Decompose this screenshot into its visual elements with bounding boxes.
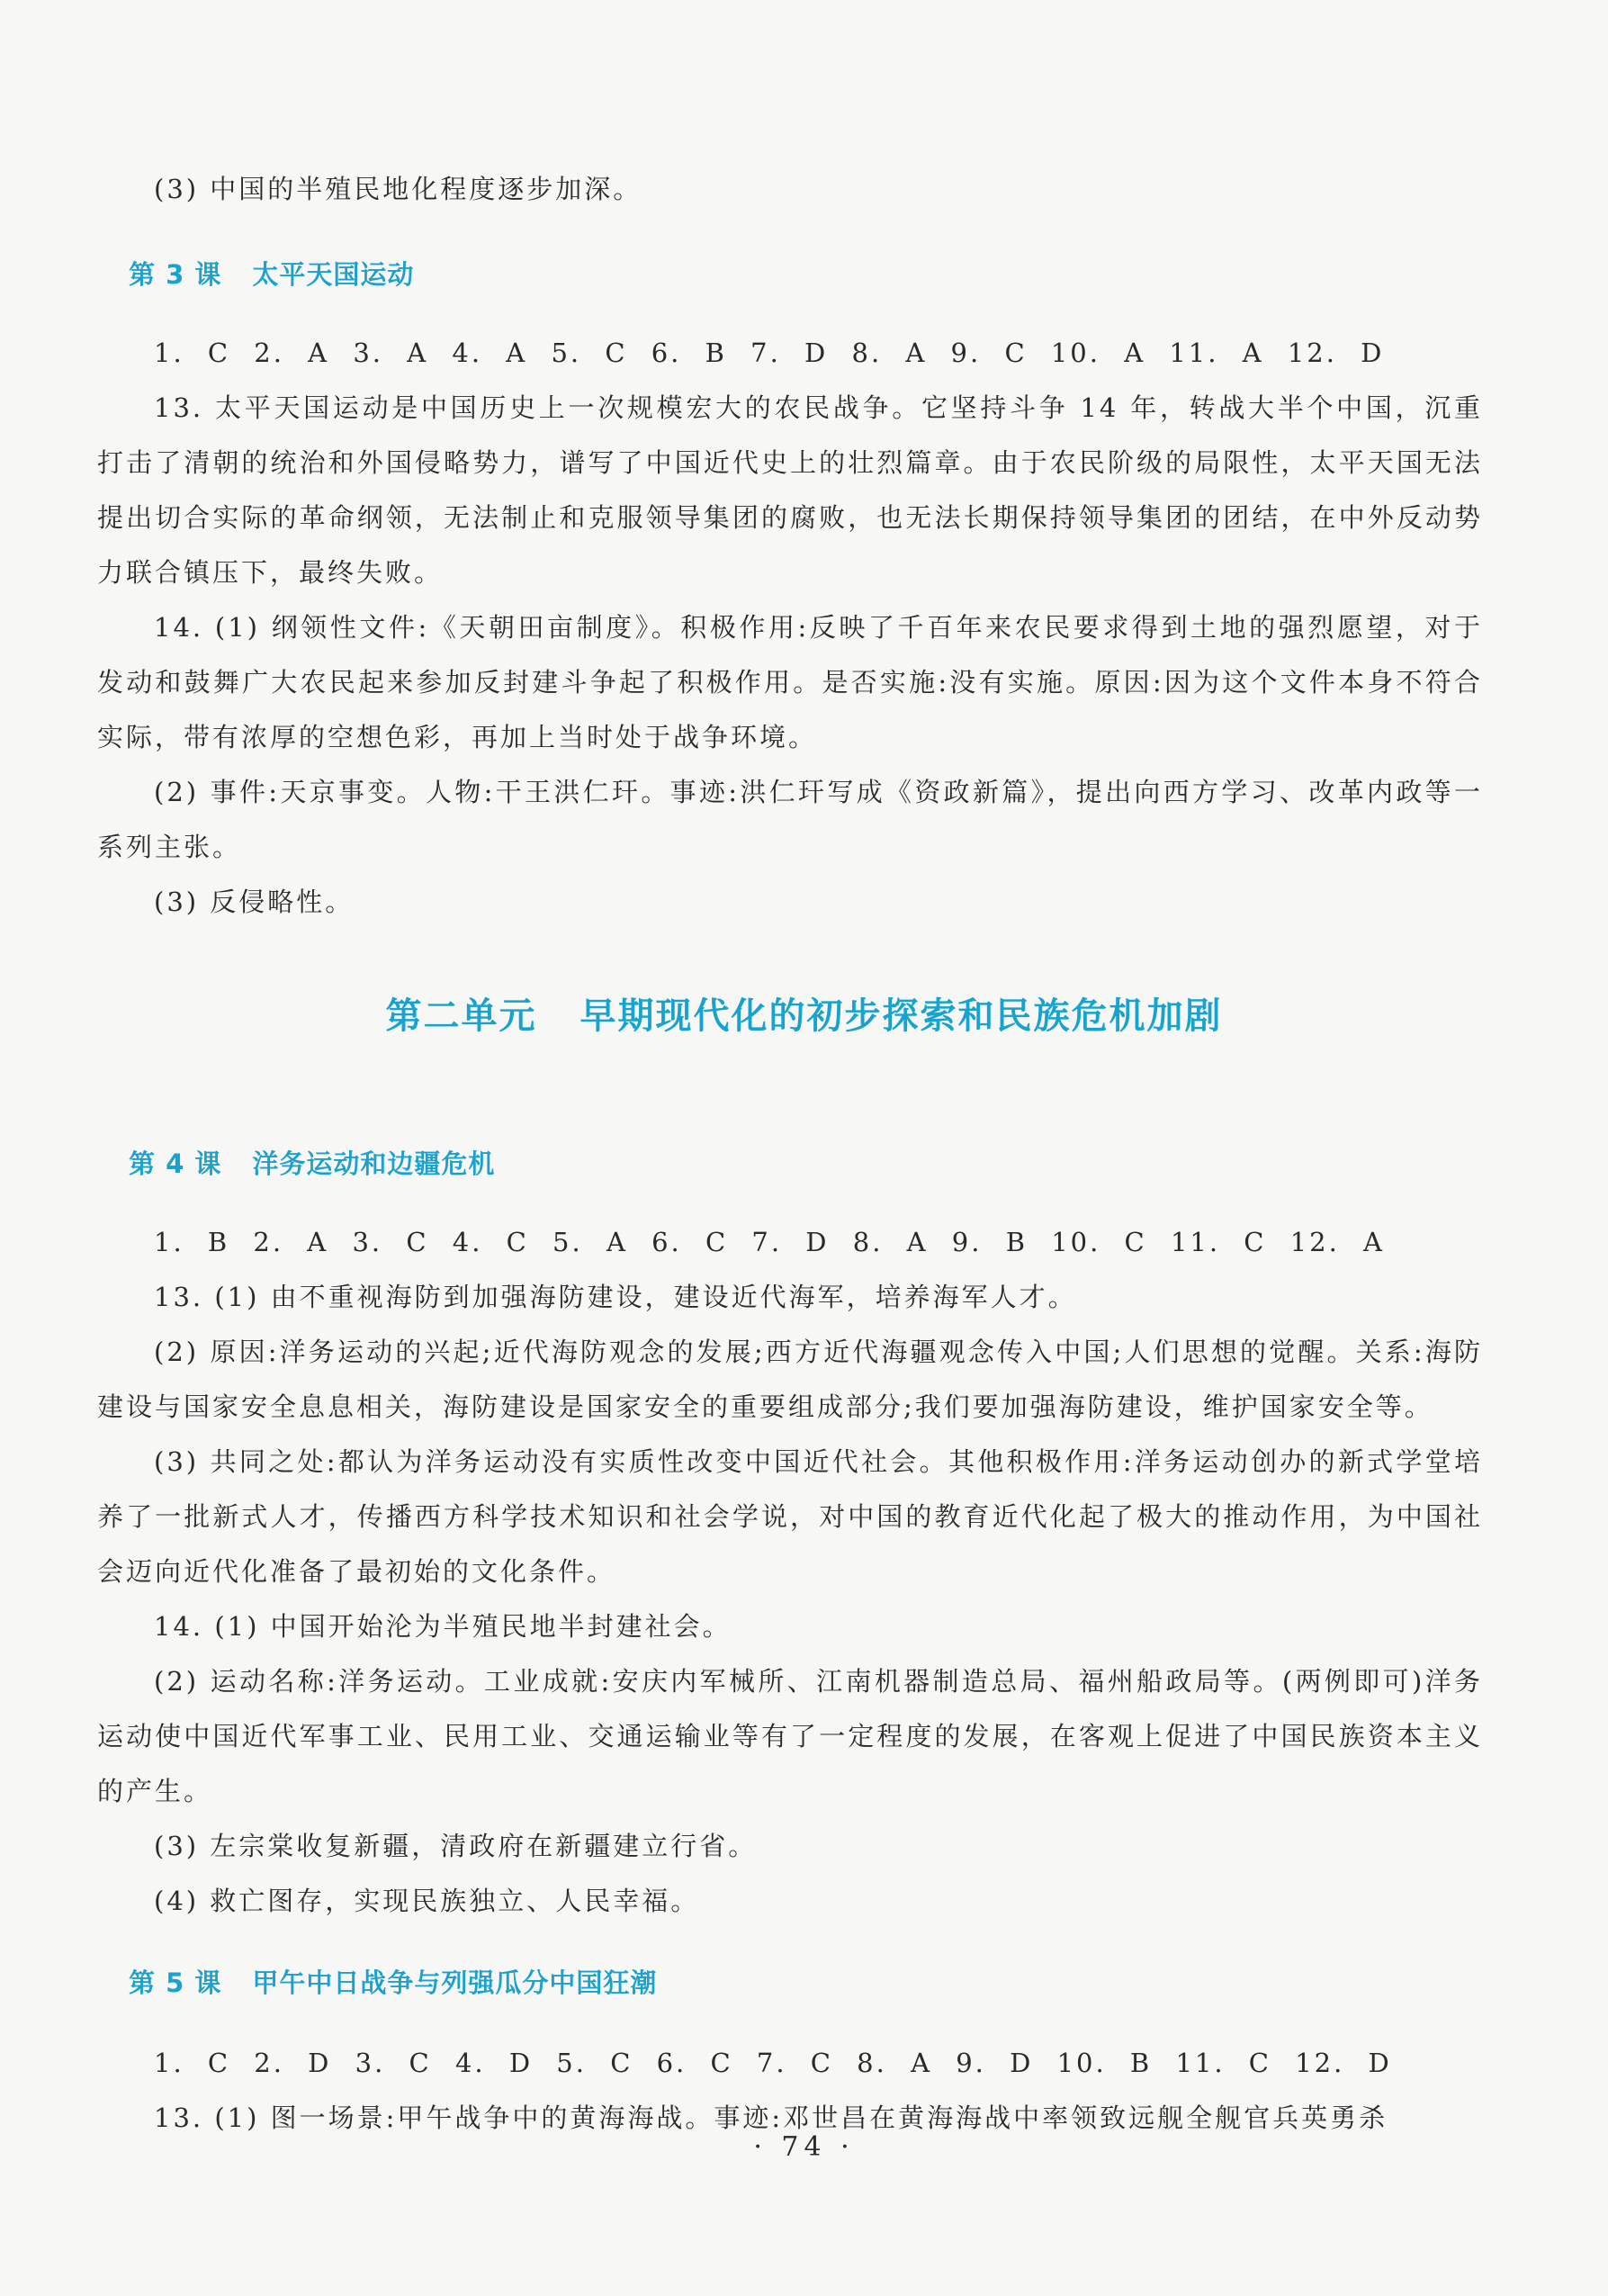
choice-answers: 1. C 2. A 3. A 4. A 5. C 6. B 7. D 8. A 9. C 10. A 11. A 12. D [154, 338, 1385, 368]
answer-14-3: (3) 反侵略性。 [154, 887, 355, 917]
lesson-5-heading [129, 1963, 657, 2000]
answer-13-1: 13. (1) 图一场景:甲午战争中的黄海海战。事迹:邓世昌在黄海海战中率领致远舰全舰官兵英勇杀 [154, 2102, 1388, 2133]
unit-title: 早期现代化的初步探索和民族危机加剧 [579, 995, 1223, 1037]
answer-13-2: (2) 原因:洋务运动的兴起;近代海防观念的发展;西方近代海疆观念传入中国;人们思想的觉醒。关系:海防建设与国家安全息息相关，海防建设是国家安全的重要组成部分;我们要加强海防建设，维护国家安全等。 [97, 1337, 1483, 1422]
lesson-title: 甲午中日战争与列强瓜分中国狂潮 [252, 1967, 658, 1998]
choice-answers: 1. C 2. D 3. C 4. D 5. C 6. C 7. C 8. A 9. D 10. B 11. C 12. D [154, 2048, 1392, 2078]
lesson-4-heading [129, 1144, 495, 1181]
lesson-3-body [97, 326, 1483, 930]
lesson-3-heading [129, 255, 414, 292]
answer-14-4: (4) 救亡图存，实现民族独立、人民幸福。 [154, 1886, 700, 1916]
unit-2-heading [0, 987, 1608, 1039]
lesson-4-body [97, 1215, 1483, 1929]
lesson-5-body [97, 2036, 1483, 2146]
answer-14-3: (3) 左宗棠收复新疆，清政府在新疆建立行省。 [154, 1831, 758, 1861]
lesson-number: 第 3 课 [129, 259, 222, 290]
answer-14-1: 14. (1) 中国开始沦为半殖民地半封建社会。 [154, 1611, 732, 1642]
unit-number: 第二单元 [385, 995, 537, 1037]
page-number: · 74 · [753, 2131, 855, 2163]
lesson-title: 洋务运动和边疆危机 [252, 1148, 496, 1179]
answer-13-1: 13. (1) 由不重视海防到加强海防建设，建设近代海军，培养海军人才。 [154, 1282, 1077, 1312]
answer-14-2: (2) 运动名称:洋务运动。工业成就:安庆内军械所、江南机器制造总局、福州船政局等。(两例即可)洋务运动使中国近代军事工业、民用工业、交通运输业等有了一定程度的发展，在客观上促进了中国民族资本主义的产生。 [97, 1666, 1483, 1806]
answer-14-1: 14. (1) 纲领性文件:《天朝田亩制度》。积极作用:反映了千百年来农民要求得到土地的强烈愿望，对于发动和鼓舞广大农民起来参加反封建斗争起了积极作用。是否实施:没有实施。原因:因为这个文件本身不符合实际，带有浓厚的空想色彩，再加上当时处于战争环境。 [97, 612, 1483, 752]
lesson-number: 第 5 课 [129, 1967, 222, 1998]
lesson-title: 太平天国运动 [252, 259, 415, 290]
answer-13: 13. 太平天国运动是中国历史上一次规模宏大的农民战争。它坚持斗争 14 年，转战大半个中国，沉重打击了清朝的统治和外国侵略势力，谱写了中国近代史上的壮烈篇章。由于农民阶级的局限性，太平天国无法提出切合实际的革命纲领，无法制止和克服领导集团的腐败，也无法长期保持领导集团的团结，在中外反动势力联合镇压下，最终失败。 [97, 392, 1483, 588]
answer-14-2: (2) 事件:天京事变。人物:干王洪仁玕。事迹:洪仁玕写成《资政新篇》，提出向西方学习、改革内政等一系列主张。 [97, 777, 1483, 862]
lesson-number: 第 4 课 [129, 1148, 222, 1179]
paragraph-l2-q-3: (3) 中国的半殖民地化程度逐步加深。 [154, 174, 642, 204]
answer-13-3: (3) 共同之处:都认为洋务运动没有实质性改变中国近代社会。其他积极作用:洋务运动创办的新式学堂培养了一批新式人才，传播西方科学技术知识和社会学说，对中国的教育近代化起了极大的推动作用，为中国社会迈向近代化准备了最初始的文化条件。 [97, 1446, 1483, 1587]
choice-answers: 1. B 2. A 3. C 4. C 5. A 6. C 7. D 8. A 9. B 10. C 11. C 12. A [154, 1227, 1385, 1257]
